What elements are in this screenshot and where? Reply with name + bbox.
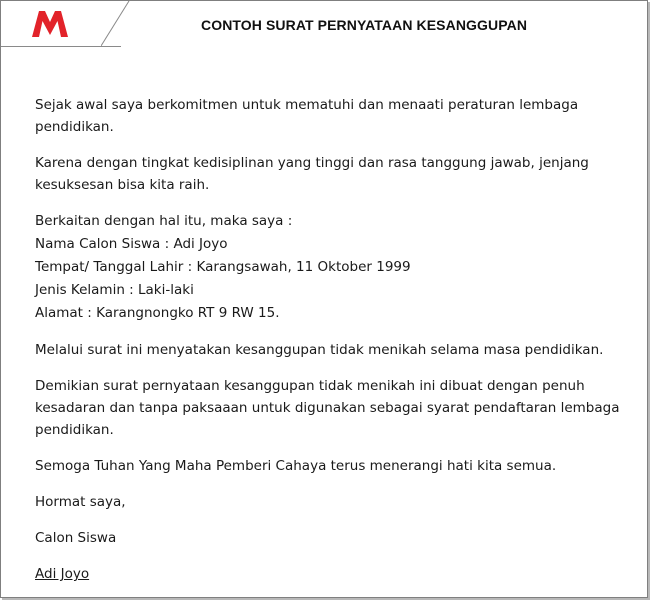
document-title: CONTOH SURAT PERNYATAAN KESANGGUPAN <box>201 17 528 33</box>
paragraph-commitment <box>35 94 635 138</box>
header-divider <box>101 1 131 47</box>
paragraph-discipline <box>35 152 635 196</box>
field-birth: Tempat/ Tanggal Lahir : Karangsawah, 11 Oktober 1999 <box>35 259 411 275</box>
document-header <box>1 1 647 51</box>
field-name: Nama Calon Siswa : Adi Joyo <box>35 236 228 252</box>
closing-paragraph: Demikian surat pernyataan kesanggupan tidak menikah ini dibuat dengan penuh kesadaran dan tanpa paksaaan untuk digunakan sebagai syarat pendaftaran lembaga pendidikan. <box>35 378 620 438</box>
intro-line: Berkaitan dengan hal itu, maka saya : <box>35 213 293 229</box>
signer-role: Calon Siswa <box>35 530 117 546</box>
field-gender: Jenis Kelamin : Laki-laki <box>35 282 194 298</box>
paragraph-text: Sejak awal saya berkomitmen untuk mematuhi dan menaati peraturan lembaga pendidikan. <box>35 97 579 135</box>
field-address: Alamat : Karangnongko RT 9 RW 15. <box>35 305 280 321</box>
paragraph-text: Karena dengan tingkat kedisiplinan yang tinggi dan rasa tanggung jawab, jenjang kesuksesan bisa kita raih. <box>35 155 589 193</box>
letter-body <box>35 94 635 599</box>
statement-paragraph: Melalui surat ini menyatakan kesanggupan tidak menikah selama masa pendidikan. <box>35 342 604 358</box>
logo-box <box>1 1 121 47</box>
identity-block <box>35 210 635 325</box>
signature-name: Adi Joyo <box>35 566 90 582</box>
prayer-paragraph: Semoga Tuhan Yang Maha Pemberi Cahaya terus menerangi hati kita semua. <box>35 458 557 474</box>
m-logo-icon <box>32 11 68 37</box>
salutation: Hormat saya, <box>35 494 126 510</box>
